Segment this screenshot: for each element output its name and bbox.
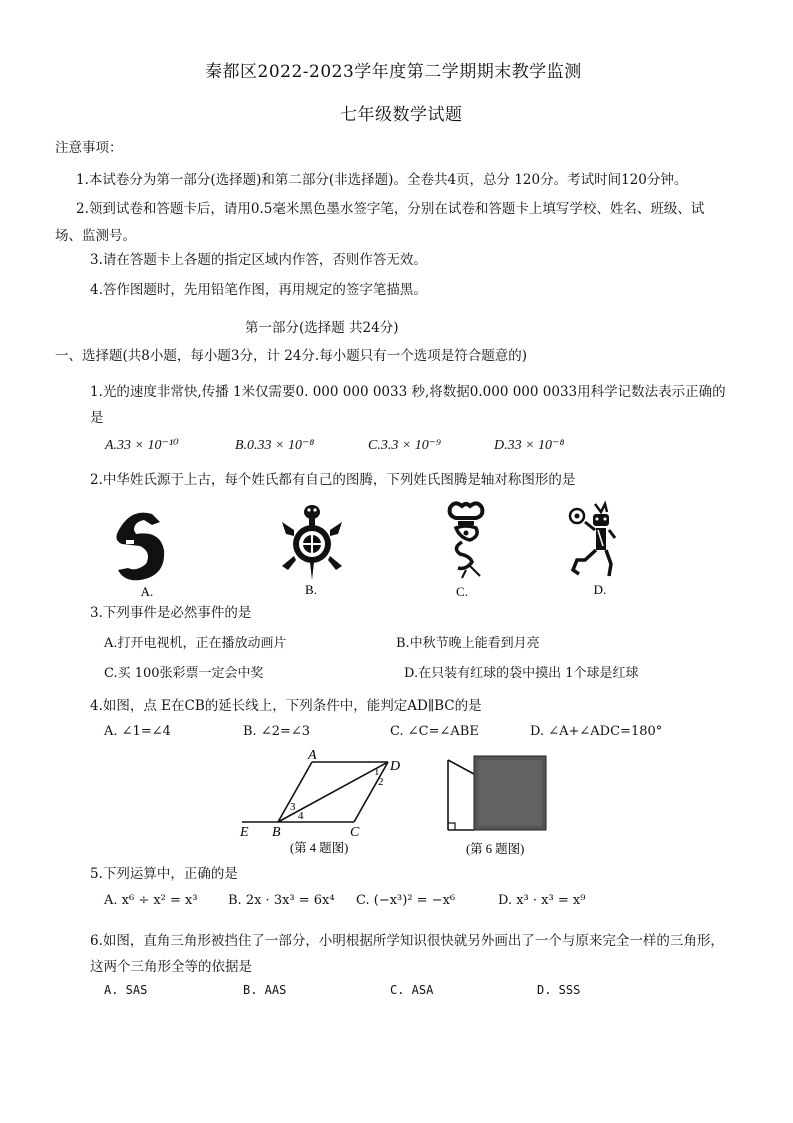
angle-4-label: 4 bbox=[298, 810, 304, 822]
q6-option-c: C. ASA bbox=[390, 983, 434, 997]
totem-a-image bbox=[116, 513, 164, 581]
part1-heading: 第一部分(选择题 共24分) bbox=[245, 320, 399, 336]
notes-heading: 注意事项： bbox=[55, 140, 123, 156]
angle-3-label: 3 bbox=[290, 801, 296, 813]
angle-1-label: 1 bbox=[374, 766, 380, 778]
q6-option-a: A. SAS bbox=[104, 983, 148, 997]
figure-4 bbox=[230, 748, 430, 858]
note-item: 场、监测号。 bbox=[55, 228, 136, 244]
q4-option-b: B. ∠2=∠3 bbox=[243, 724, 311, 739]
point-c-label: C bbox=[350, 825, 360, 840]
q5-option-d: D. x³ · x³ = x⁹ bbox=[498, 893, 586, 908]
totem-figures bbox=[100, 500, 680, 602]
q5-option-a: A. x⁶ ÷ x² = x³ bbox=[104, 893, 198, 908]
totem-c-image bbox=[450, 503, 483, 578]
q6-stem-cont: 这两个三角形全等的依据是 bbox=[90, 959, 252, 975]
totem-b-image bbox=[282, 505, 342, 580]
q2-stem: 2.中华姓氏源于上古，每个姓氏都有自己的图腾，下列姓氏图腾是轴对称图形的是 bbox=[90, 472, 576, 488]
q3-option-c: C.买 100张彩票一定会中奖 bbox=[104, 666, 264, 681]
q6-stem: 6.如图，直角三角形被挡住了一部分，小明根据所学知识很快就另外画出了一个与原来完全一样的三角形， bbox=[90, 933, 724, 949]
q4-option-c: C. ∠C=∠ABE bbox=[390, 724, 479, 739]
point-b-label: B bbox=[272, 825, 281, 840]
point-a-label: A bbox=[308, 748, 317, 763]
q5-option-c: C. (−x³)² = −x⁶ bbox=[356, 893, 456, 908]
q5-stem: 5.下列运算中，正确的是 bbox=[90, 866, 238, 882]
totem-b-label: B. bbox=[305, 582, 317, 597]
q3-stem: 3.下列事件是必然事件的是 bbox=[90, 605, 252, 621]
note-item: 1.本试卷分为第一部分(选择题)和第二部分(非选择题)。全卷共4页，总分 120分。考试时间120分钟。 bbox=[76, 172, 688, 188]
section1-heading: 一、选择题(共8小题，每小题3分，计 24分.每小题只有一个选项是符合题意的) bbox=[55, 348, 527, 364]
q3-option-b: B.中秋节晚上能看到月亮 bbox=[396, 636, 540, 651]
angle-2-label: 2 bbox=[378, 776, 384, 788]
totem-d-image bbox=[570, 504, 615, 576]
totem-d-label: D. bbox=[593, 582, 607, 597]
q1-option-c: C.3.3 × 10⁻⁹ bbox=[368, 438, 442, 453]
note-item: 2.领到试卷和答题卡后，请用0.5毫米黑色墨水签字笔，分别在试卷和答题卡上填写学校、姓名、班级、试 bbox=[76, 201, 705, 217]
exam-title: 秦都区2022-2023学年度第二学期期末教学监测 bbox=[205, 62, 582, 82]
q1-stem: 1.光的速度非常快,传播 1米仅需要0. 000 000 0033 秒,将数据0.000 000 0033用科学记数法表示正确的 bbox=[90, 384, 726, 400]
q1-option-a: A.33 × 10⁻¹⁰ bbox=[105, 438, 179, 453]
q1-option-b: B.0.33 × 10⁻⁸ bbox=[235, 438, 315, 453]
figure-6-caption: (第 6 题图) bbox=[466, 842, 525, 856]
figure-4-caption: (第 4 题图) bbox=[290, 841, 349, 855]
note-item: 4.答作图题时，先用铅笔作图，再用规定的签字笔描黑。 bbox=[90, 282, 427, 298]
totem-a-label: A. bbox=[140, 584, 154, 599]
exam-subtitle: 七年级数学试题 bbox=[340, 105, 463, 125]
point-d-label: D bbox=[390, 759, 401, 774]
point-e-label: E bbox=[240, 825, 249, 840]
q3-option-d: D.在只装有红球的袋中摸出 1个球是红球 bbox=[404, 666, 639, 681]
figure-6 bbox=[440, 750, 560, 860]
q6-option-b: B. AAS bbox=[243, 983, 287, 997]
q4-option-d: D. ∠A+∠ADC=180° bbox=[530, 724, 663, 739]
q4-stem: 4.如图，点 E在CB的延长线上，下列条件中，能判定AD∥BC的是 bbox=[90, 698, 482, 714]
q4-option-a: A. ∠1=∠4 bbox=[104, 724, 171, 739]
q5-option-b: B. 2x · 3x³ = 6x⁴ bbox=[228, 893, 335, 908]
q1-option-d: D.33 × 10⁻⁸ bbox=[494, 438, 565, 453]
q1-stem-cont: 是 bbox=[90, 410, 104, 426]
totem-c-label: C. bbox=[456, 584, 468, 599]
q6-option-d: D. SSS bbox=[537, 983, 581, 997]
note-item: 3.请在答题卡上各题的指定区域内作答，否则作答无效。 bbox=[90, 252, 427, 268]
q3-option-a: A.打开电视机，正在播放动画片 bbox=[104, 636, 287, 651]
